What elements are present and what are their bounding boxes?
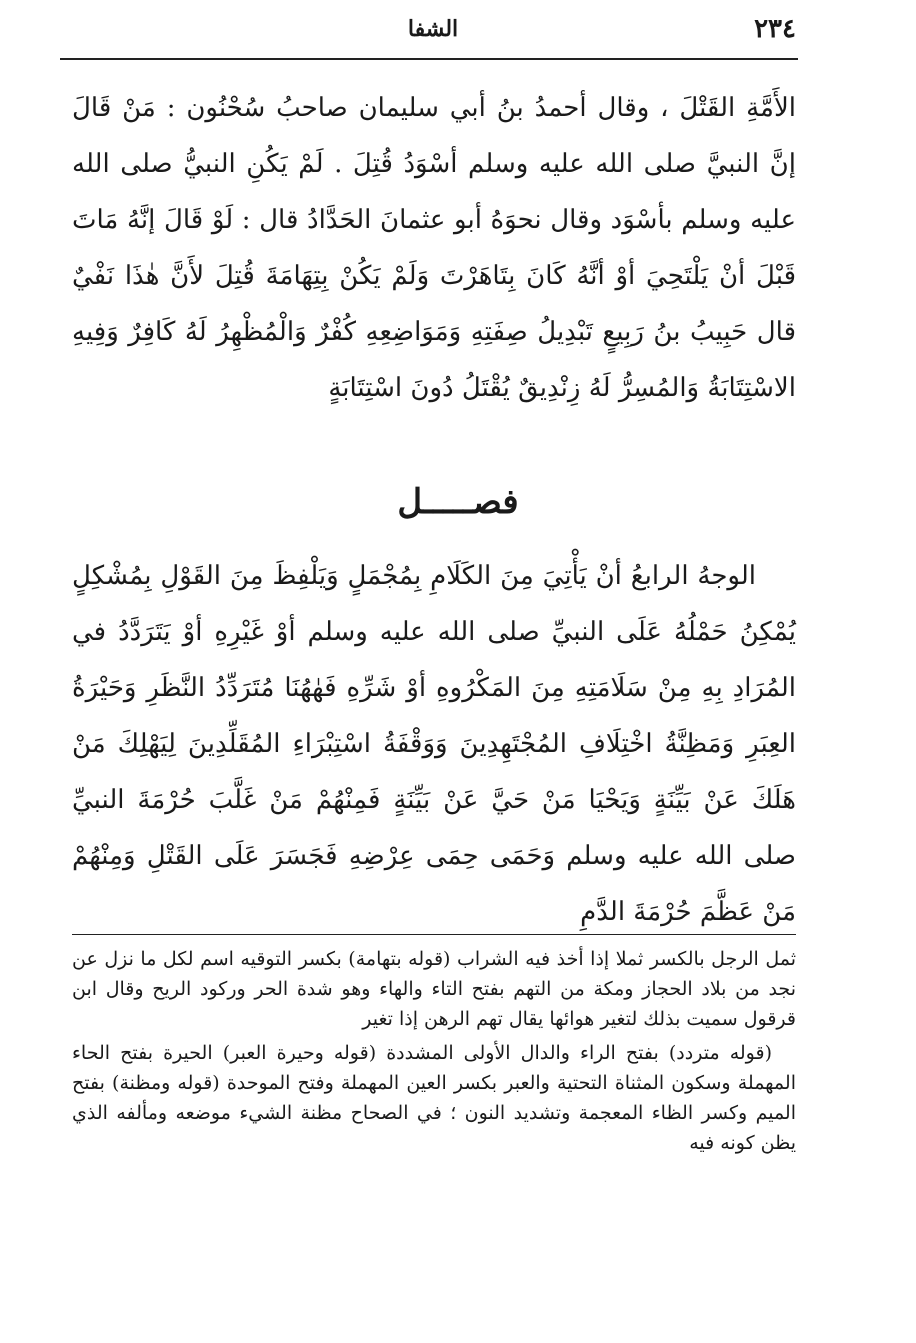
main-text: [72, 80, 796, 416]
section-text: [72, 548, 796, 940]
book-title: الشفا: [407, 16, 459, 42]
header-rule: [60, 58, 798, 60]
footnote-rule: [72, 934, 796, 935]
section-paragraph: الوجهُ الرابعُ أنْ يَأْتِيَ مِنَ الكَلَامِ بِمُجْمَلٍ وَيَلْفِظَ مِنَ القَوْلِ بِمُشْكِلٍ يُمْكِنُ حَمْلُهُ عَلَى النبيِّ صلى الله عليه وسلم أوْ غَيْرِهِ أوْ يَتَرَدَّدُ في المُرَادِ بِهِ مِنْ سَلَامَتِهِ مِنَ المَكْرُوهِ أوْ شَرِّهِ فَهٰهُنَا مُتَرَدِّدُ النَّظَرِ وَحَيْرَةُ العِبَرِ وَمَظِنَّةُ اخْتِلَافِ المُجْتَهِدِينَ وَوَقْفَةُ اسْتِبْرَاءِ المُقَلِّدِينَ لِيَهْلِكَ مَنْ هَلَكَ عَنْ بَيِّنَةٍ وَيَحْيَا مَنْ حَيَّ عَنْ بَيِّنَةٍ فَمِنْهُمْ مَنْ غَلَّبَ حُرْمَةَ النبيِّ صلى الله عليه وسلم وَحَمَى حِمَى عِرْضِهِ فَجَسَرَ عَلَى القَتْلِ وَمِنْهُمْ مَنْ عَظَّمَ حُرْمَةَ الدَّمِ: [72, 561, 796, 927]
page-number: ٢٣٤: [754, 14, 796, 44]
running-header: [70, 14, 796, 50]
section-heading: فصـــــل: [397, 482, 519, 522]
footnotes: [72, 944, 796, 1162]
footnote-2: (قوله متردد) بفتح الراء والدال الأولى المشددة (قوله وحيرة العبر) الحيرة بفتح الحاء المهملة وسكون المثناة التحتية والعبر بكسر العين المهملة وفتح الموحدة (قوله ومظنة) بفتح الميم وكسر الظاء المعجمة وتشديد النون ؛ في الصحاح مظنة الشيء موضعه ومألفه الذي يظن كونه فيه: [72, 1042, 796, 1154]
body-paragraph: الأَمَّةِ القَتْلَ ، وقال أحمدُ بنُ أبي سليمان صاحبُ سُحْنُون : مَنْ قَالَ إنَّ النبيَّ صلى الله عليه وسلم أسْوَدُ قُتِلَ . لَمْ يَكُنِ النبيُّ صلى الله عليه وسلم بأسْوَد وقال نحوَهُ أبو عثمانَ الحَدَّادُ قال : لَوْ قَالَ إنَّهُ مَاتَ قَبْلَ أنْ يَلْتَحِيَ أوْ أنَّهُ كَانَ بِتَاهَرْتَ وَلَمْ يَكُنْ بِتِهَامَةَ قُتِلَ لأَنَّ هٰذَا نَفْيٌ قال حَبِيبُ بنُ رَبِيعٍ تَبْدِيلُ صِفَتِهِ وَمَوَاضِعِهِ كُفْرٌ وَالْمُظْهِرُ لَهُ كَافِرٌ وَفِيهِ الاسْتِتَابَةُ وَالمُسِرُّ لَهُ زِنْدِيقٌ يُقْتَلُ دُونَ اسْتِتَابَةٍ: [72, 93, 796, 403]
footnote-1: ثمل الرجل بالكسر ثملا إذا أخذ فيه الشراب (قوله بتهامة) بكسر التوقيه اسم لكل ما نزل عن نجد من بلاد الحجاز ومكة من التهم بفتح التاء والهاء وهو شدة الحر وركود الريح وقال ابن قرقول سميت بذلك لتغير هوائها يقال تهم الرهن إذا تغير: [72, 948, 796, 1030]
